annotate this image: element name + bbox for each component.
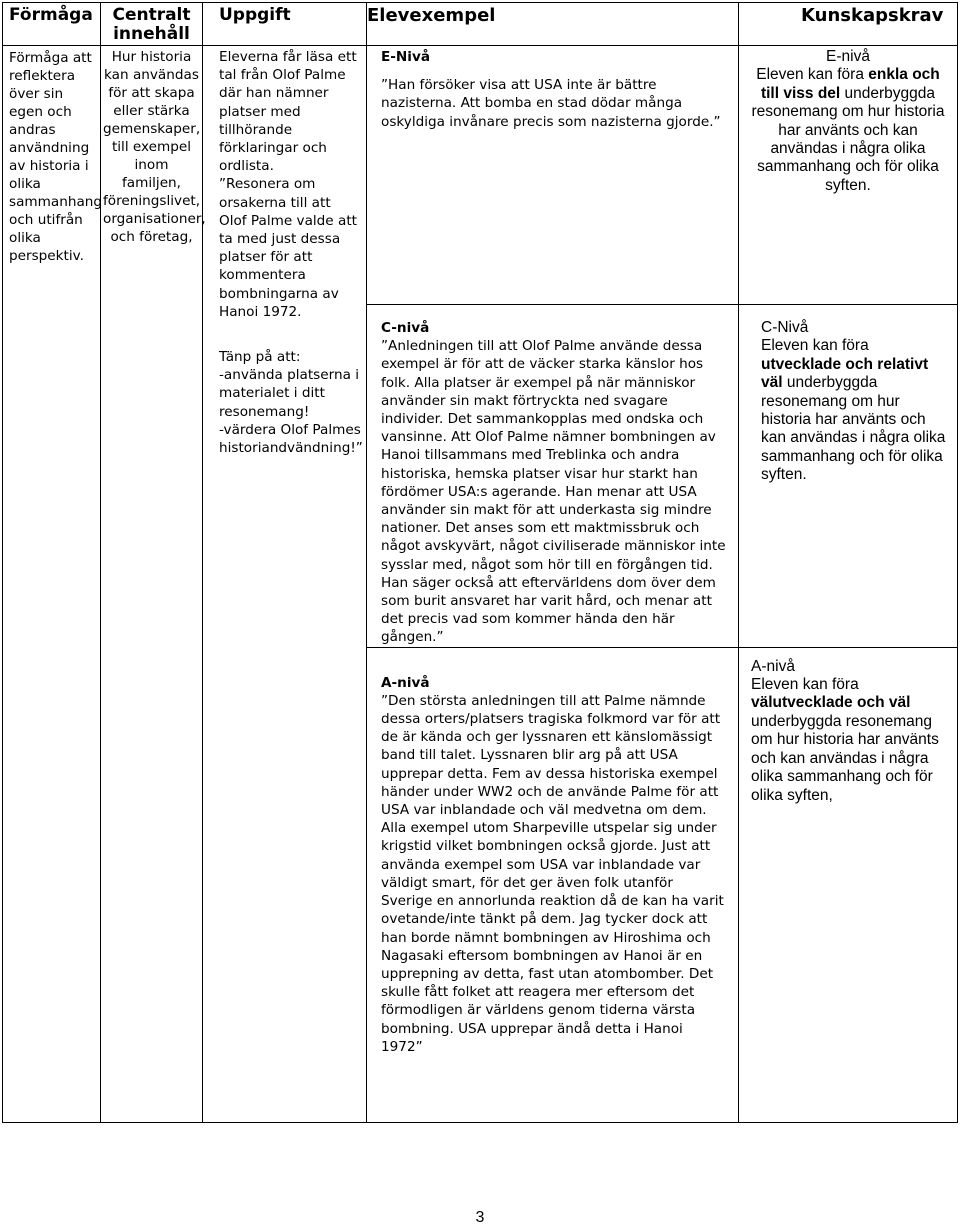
uppgift-intro: Eleverna får läsa ett tal från Olof Palme där han nämner platser med tillhörande förklaringar och ordlista. bbox=[219, 49, 357, 175]
uppgift-point-1: -använda platserna i materialet i ditt resonemang! bbox=[219, 367, 360, 420]
uppgift-instruction: ”Resonera om orsakerna till att Olof Palme valde att ta med just dessa platser för att kommentera bombningarna av Hanoi 1972. bbox=[219, 176, 357, 320]
kunskapskrav-e-cell bbox=[739, 46, 958, 305]
kunskapskrav-a bbox=[739, 648, 957, 805]
elevexempel-c-level: C-nivå bbox=[381, 320, 430, 336]
uppgift-cell bbox=[203, 46, 367, 1123]
kunskapskrav-e-post: underbyggda resonemang om hur historia har använts och kan användas i några olika sammanhang och för olika syften. bbox=[751, 84, 945, 194]
elevexempel-a-level: A-nivå bbox=[381, 674, 430, 691]
elevexempel-c-cell bbox=[367, 305, 739, 648]
elevexempel-a bbox=[367, 648, 738, 1056]
centralt-cell bbox=[101, 46, 206, 1123]
header-elevexempel: Elevexempel bbox=[367, 3, 739, 46]
header-kunskapskrav: Kunskapskrav bbox=[739, 3, 958, 46]
kunskapskrav-c-post: underbyggda resonemang om hur historia har använts och kan användas i några olika sammanhang och för olika syften. bbox=[761, 374, 946, 484]
elevexempel-a-cell bbox=[367, 647, 739, 1122]
header-centralt-innehall: Centralt innehåll bbox=[101, 3, 203, 46]
elevexempel-a-text: ”Den största anledningen till att Palme nämnde dessa orters/platsers tragiska folkmord var för att de är kända och ger lyssnaren ett känslomässigt band till talet. Lyssnaren blir arg på att USA upprepar detta. Fem av dessa historiska exempel händer under WW2 och de använde Palme för att USA var inblandade och väl medvetna om dem. Alla exempel utom Sharpeville utspelar sig under krigstid vilket bombningen också gjorde. Just att använda exempel som USA var inblandade var väldigt smart, för det ger även folk utanför Sverige en annorlunda reaktion då de kan ha varit ovetande/inte tänkt på dem. Jag tycker dock att han borde nämnt bombningen av Hiroshima och Nagasaki eftersom bombningen av Hanoi är en upprepning av detta, fast utan atombomber. Det skulle fått folket att reagera mer eftersom det förmodligen är världens genom tiderna värsta bombning. USA upprepar ändå detta i Hanoi 1972” bbox=[381, 692, 724, 1055]
formaga-cell bbox=[3, 46, 101, 1123]
header-row bbox=[3, 3, 958, 46]
kunskapskrav-e-level: E-nivå bbox=[826, 48, 870, 65]
header-formaga: Förmåga bbox=[3, 3, 101, 46]
elevexempel-e-text: ”Han försöker visa att USA inte är bättre nazisterna. Att bomba en stad dödar många oskyldiga invånare precis som nazisterna gjorde.” bbox=[381, 77, 721, 130]
centralt-text: Hur historia kan användas för att skapa eller stärka gemenskaper, till exempel inom familjen, föreningslivet, organisationer, och företag, bbox=[103, 49, 206, 245]
formaga-text: Förmåga att reflektera över sin egen och andras användning av historia i olika sammanhang och utifrån olika perspektiv. bbox=[9, 50, 103, 264]
kunskapskrav-c-pre: Eleven kan föra bbox=[761, 337, 869, 355]
kunskapskrav-c bbox=[739, 305, 957, 485]
assessment-matrix bbox=[2, 2, 958, 1123]
kunskapskrav-e-bold: enkla och till viss del bbox=[760, 66, 940, 102]
kunskapskrav-e-pre: Eleven kan föra bbox=[756, 66, 869, 84]
uppgift-content bbox=[203, 46, 366, 457]
kunskapskrav-a-cell bbox=[739, 647, 958, 1122]
e-level-row bbox=[3, 46, 958, 305]
uppgift-point-2: -värdera Olof Palmes historiandvändning!” bbox=[219, 421, 363, 457]
elevexempel-c-text: ”Anledningen till att Olof Palme använde dessa exempel är för att de väcker starka känslor hos folk. Alla platser är exempel på när människor använder sin makt förtryckta ned svagare individer. Det sammankopplas med ondska och vansinne. Att Olof Palme nämner bombningen av Hanoi tillsammans med Treblinka och andra historiska, hemska platser visar hur starkt han fördömer USA:s agerande. Han menar att USA använder sin makt för att underkasta sig mindre nationer. Det anses som ett maktmissbruk och något avskyvärt, något civiliserade människor inte sysslar med, något som hör till en förgången tid. Han säger också att eftervärldens dom över dem som burit ansvaret har varit hård, och menar att det precis vad som kommer hända den här gången.” bbox=[381, 338, 726, 646]
elevexempel-e-cell bbox=[367, 46, 739, 305]
kunskapskrav-e bbox=[739, 46, 957, 195]
kunskapskrav-a-pre: Eleven kan föra bbox=[751, 676, 859, 694]
kunskapskrav-c-level: C-Nivå bbox=[761, 319, 809, 336]
uppgift-spacer bbox=[219, 321, 362, 348]
elevexempel-c bbox=[367, 305, 738, 647]
header-uppgift: Uppgift bbox=[203, 3, 367, 46]
kunskapskrav-a-post: underbyggda resonemang om hur historia har använts och kan användas i några olika sammanhang och för olika syften, bbox=[751, 712, 939, 804]
elevexempel-e bbox=[367, 46, 738, 131]
kunskapskrav-a-bold: välutvecklade och väl bbox=[751, 694, 911, 712]
kunskapskrav-a-level: A-nivå bbox=[751, 657, 795, 675]
elevexempel-e-level: E-Nivå bbox=[381, 49, 430, 65]
kunskapskrav-c-cell bbox=[739, 305, 958, 648]
page-number: 3 bbox=[475, 1209, 485, 1226]
uppgift-think-on: Tänp på att: bbox=[219, 349, 301, 366]
kunskapskrav-c-bold: utvecklade och relativt väl bbox=[761, 355, 929, 392]
